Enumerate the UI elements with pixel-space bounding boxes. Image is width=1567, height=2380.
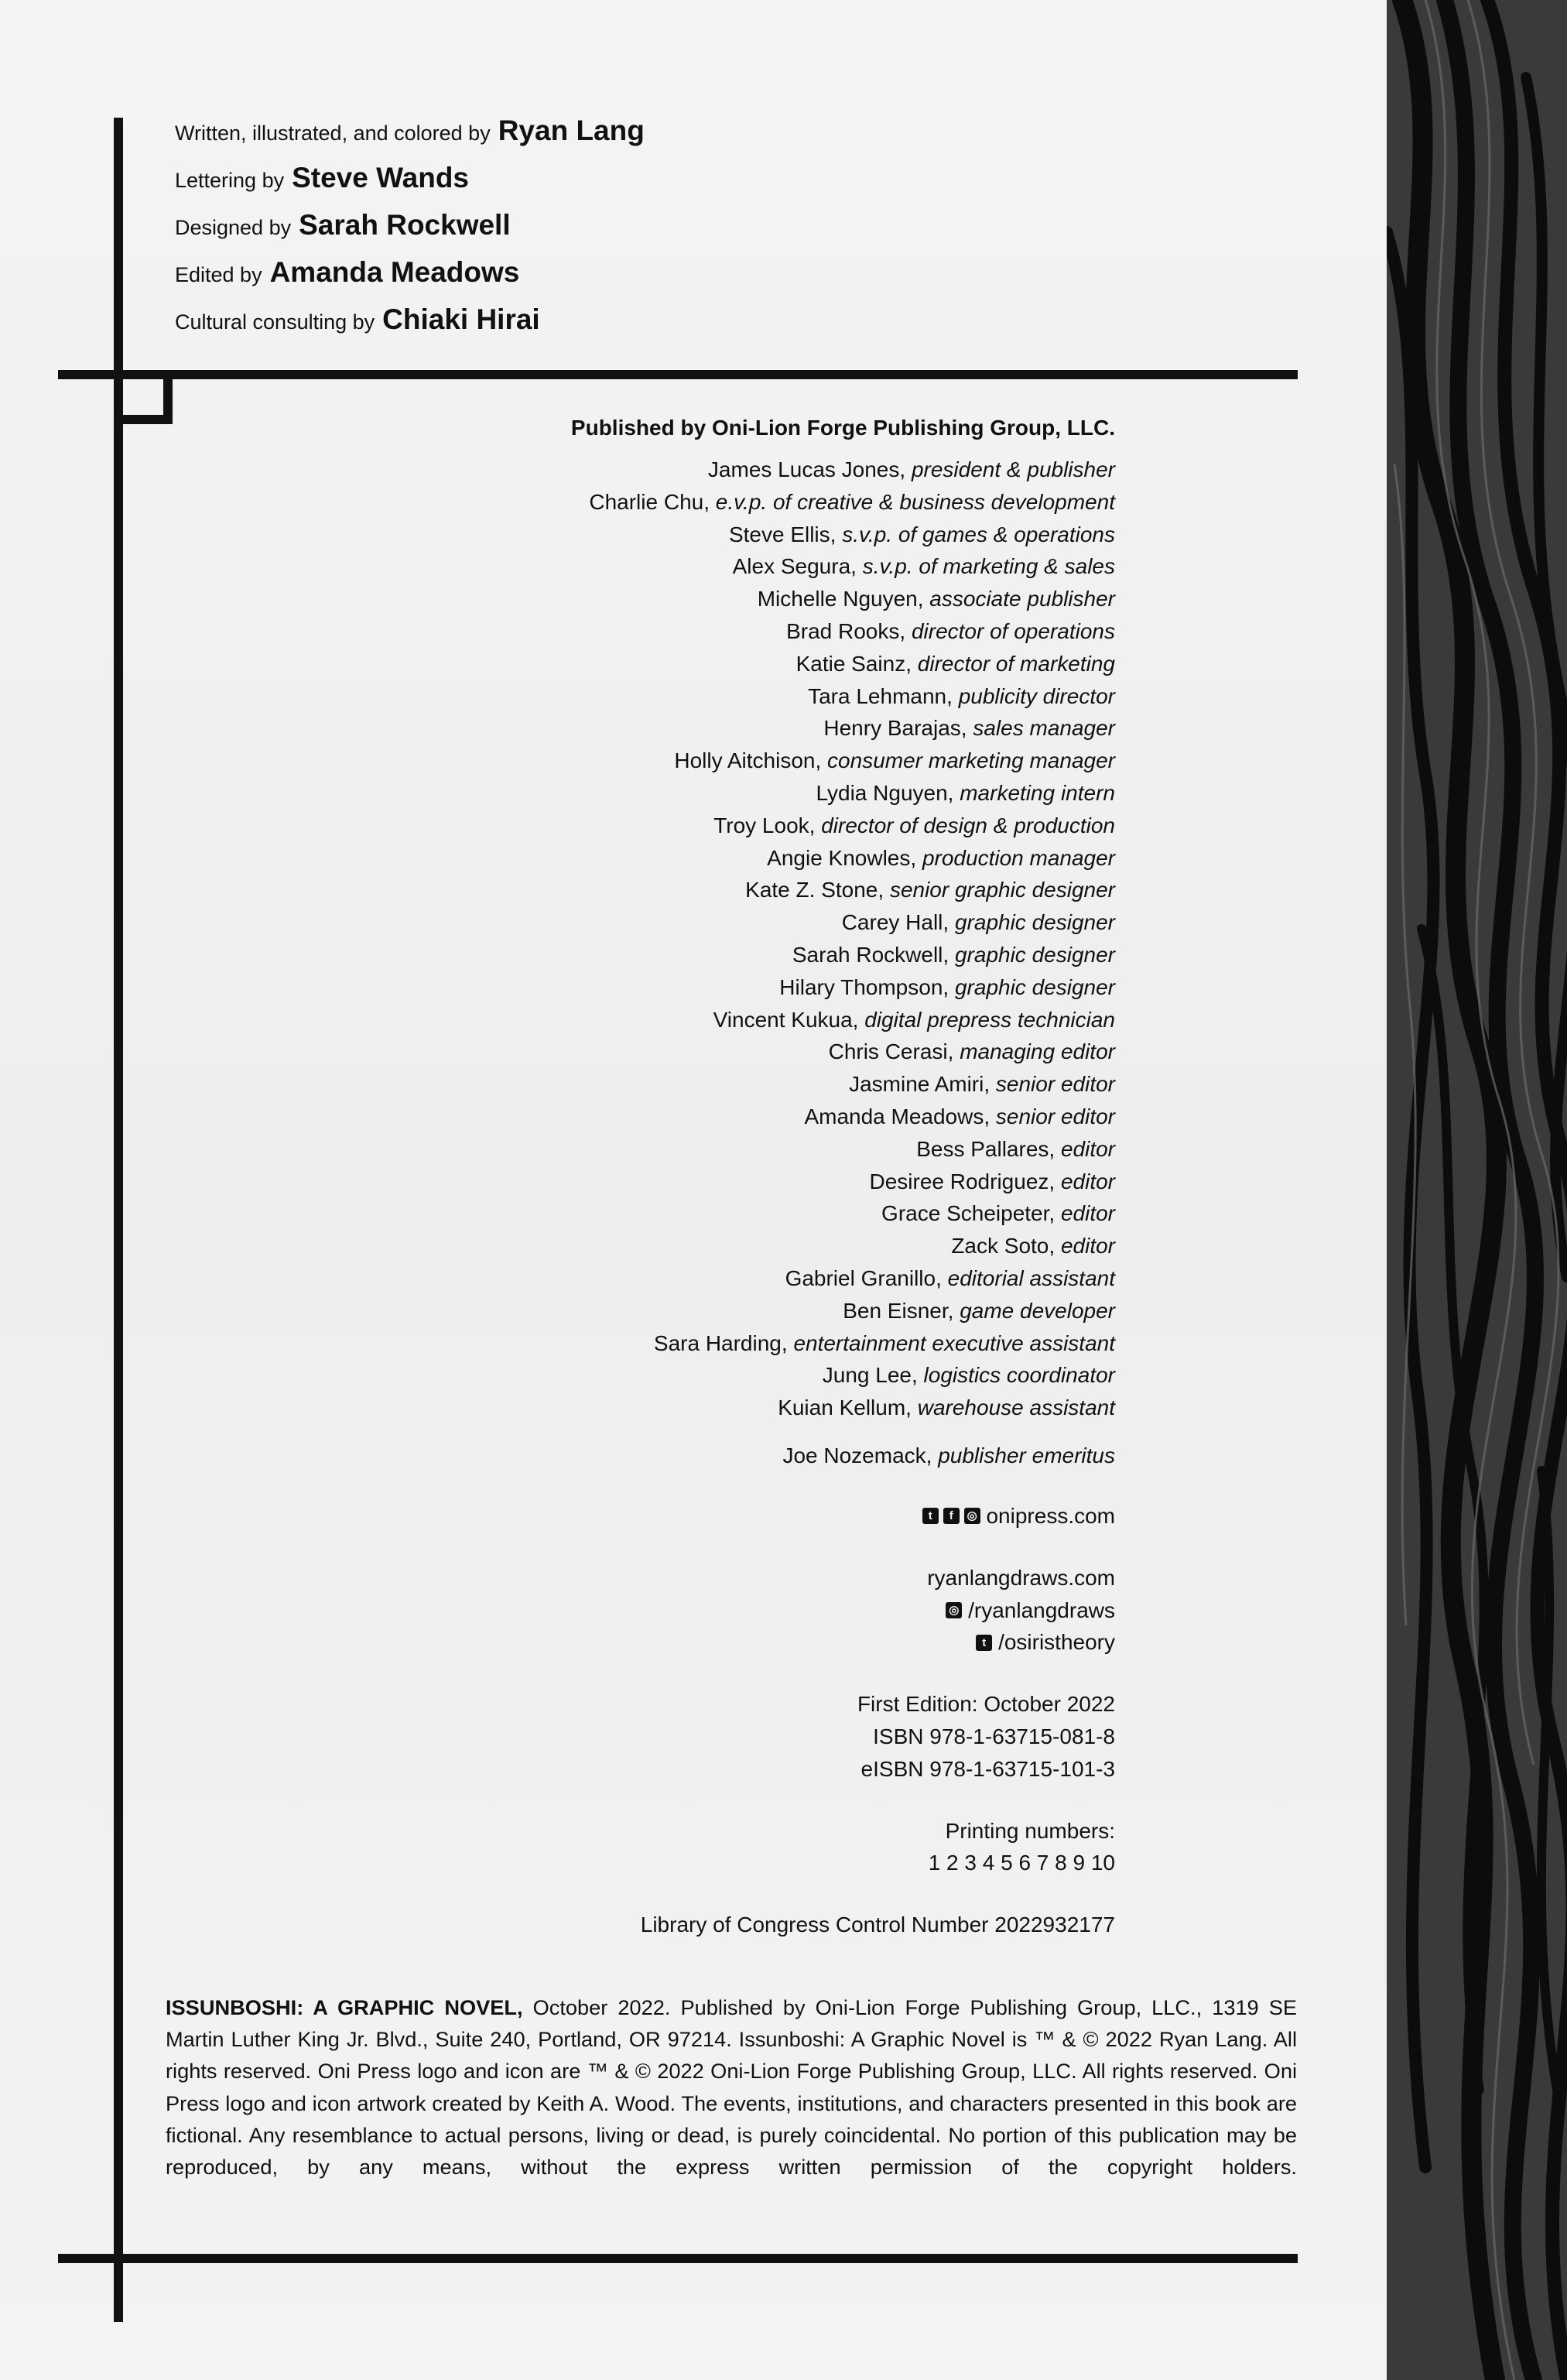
staff-row: Brad Rooks, director of operations [786, 618, 1115, 643]
staff-row: Steve Ellis, s.v.p. of games & operations [728, 522, 1115, 546]
twitter-handle[interactable]: /osiristheory [998, 1630, 1115, 1655]
staff-row: Hilary Thompson, graphic designer [779, 974, 1115, 999]
facebook-icon: f [943, 1508, 960, 1524]
library-of-congress-number: Library of Congress Control Number 2022932177 [640, 1913, 1115, 1937]
credit-consultant [175, 303, 949, 351]
wood-grain-art [1387, 0, 1567, 2380]
credits-block [175, 115, 949, 351]
credit-name: Ryan Lang [498, 115, 645, 146]
staff-row: Vincent Kukua, digital prepress technician [713, 1007, 1115, 1032]
top-horizontal-rule [58, 370, 1298, 379]
staff-row: Carey Hall, graphic designer [841, 910, 1115, 935]
corner-bracket [123, 370, 173, 424]
staff-row: Amanda Meadows, senior editor [804, 1104, 1115, 1128]
staff-row: Lydia Nguyen, marketing intern [816, 780, 1115, 805]
staff-row: Kuian Kellum, warehouse assistant [778, 1395, 1115, 1420]
staff-row: Michelle Nguyen, associate publisher [757, 587, 1115, 611]
publisher-staff-list [264, 409, 1115, 1472]
publisher-heading: Published by Oni-Lion Forge Publishing Group, LLC. [570, 416, 1115, 440]
onipress-line [419, 1500, 1115, 1532]
credit-label: Edited by [175, 263, 262, 286]
wood-grain-illustration [1387, 0, 1567, 2380]
credit-letterer [175, 162, 949, 209]
printing-numbers: 1 2 3 4 5 6 7 8 9 10 [928, 1851, 1115, 1875]
credit-writer [175, 115, 949, 162]
twitter-icon: t [922, 1508, 939, 1524]
staff-row: Holly Aitchison, consumer marketing manager [674, 748, 1115, 773]
staff-row: Chris Cerasi, managing editor [828, 1039, 1115, 1064]
staff-row: Tara Lehmann, publicity director [808, 683, 1115, 708]
credit-name: Steve Wands [292, 162, 470, 193]
staff-row: Henry Barajas, sales manager [823, 716, 1115, 741]
staff-row-emeritus: Joe Nozemack, publisher emeritus [782, 1443, 1115, 1467]
vertical-rule [114, 118, 123, 2322]
staff-row: Grace Scheipeter, editor [881, 1201, 1115, 1226]
staff-row: Kate Z. Stone, senior graphic designer [745, 878, 1115, 902]
credit-name: Sarah Rockwell [299, 209, 511, 241]
staff-row: Sara Harding, entertainment executive assistant [653, 1330, 1115, 1355]
staff-row: Angie Knowles, production manager [767, 845, 1115, 870]
first-edition: First Edition: October 2022 [857, 1692, 1115, 1717]
contact-and-edition-block [419, 1500, 1115, 1941]
instagram-line [419, 1594, 1115, 1627]
onipress-link[interactable]: onipress.com [986, 1504, 1115, 1528]
credit-name: Chiaki Hirai [382, 303, 540, 335]
instagram-handle[interactable]: /ryanlangdraws [968, 1598, 1115, 1622]
artist-site-link[interactable]: ryanlangdraws.com [927, 1565, 1115, 1590]
staff-row: Bess Pallares, editor [916, 1136, 1115, 1161]
bottom-horizontal-rule [58, 2254, 1298, 2263]
staff-row: Zack Soto, editor [951, 1234, 1115, 1258]
staff-row: Jasmine Amiri, senior editor [849, 1072, 1115, 1097]
staff-row: Gabriel Granillo, editorial assistant [785, 1265, 1115, 1290]
legal-title: ISSUNBOSHI: A GRAPHIC NOVEL, [166, 1995, 523, 2019]
staff-row: Sarah Rockwell, graphic designer [792, 942, 1115, 967]
isbn: ISBN 978-1-63715-081-8 [873, 1724, 1115, 1748]
credit-label: Written, illustrated, and colored by [175, 122, 491, 145]
eisbn: eISBN 978-1-63715-101-3 [860, 1756, 1115, 1781]
staff-row: James Lucas Jones, president & publisher [707, 457, 1115, 481]
printing-label: Printing numbers: [945, 1818, 1115, 1843]
staff-row: Ben Eisner, game developer [843, 1298, 1115, 1323]
staff-row: Alex Segura, s.v.p. of marketing & sales [732, 554, 1115, 579]
instagram-icon: ◎ [964, 1508, 980, 1524]
credit-designer [175, 209, 949, 256]
instagram-icon: ◎ [946, 1602, 962, 1618]
staff-row: Desiree Rodriguez, editor [869, 1169, 1115, 1193]
credit-label: Lettering by [175, 169, 285, 192]
legal-notice: ISSUNBOSHI: A GRAPHIC NOVEL, October 2022. Published by Oni-Lion Forge Publishing Group, LLC., 1319 SE Martin Luther King Jr. Blvd., Suite 240, Portland, OR 97214. Issunboshi: A Graphic Novel is ™ & © 2022 Ryan Lang. All rights reserved. Oni Press logo and icon are ™ & © 2022 Oni-Lion Forge Publishing Group, LLC. All rights reserved. Oni Press logo and icon artwork created by Keith A. Wood. The events, institutions, and characters presented in this book are fictional. Any resemblance to actual persons, living or dead, is purely coincidental. No portion of this publication may be reproduced, by any means, without the express written permission of the copyright holders. [166, 1995, 1298, 2180]
twitter-icon: t [976, 1635, 992, 1651]
staff-row: Troy Look, director of design & production [713, 813, 1115, 837]
staff-row: Katie Sainz, director of marketing [795, 651, 1115, 676]
credit-label: Designed by [175, 216, 292, 239]
staff-row: Charlie Chu, e.v.p. of creative & business development [589, 489, 1115, 514]
credit-editor [175, 256, 949, 303]
twitter-line [419, 1626, 1115, 1659]
credit-name: Amanda Meadows [269, 256, 520, 288]
credit-label: Cultural consulting by [175, 310, 375, 334]
staff-row: Jung Lee, logistics coordinator [822, 1363, 1115, 1388]
